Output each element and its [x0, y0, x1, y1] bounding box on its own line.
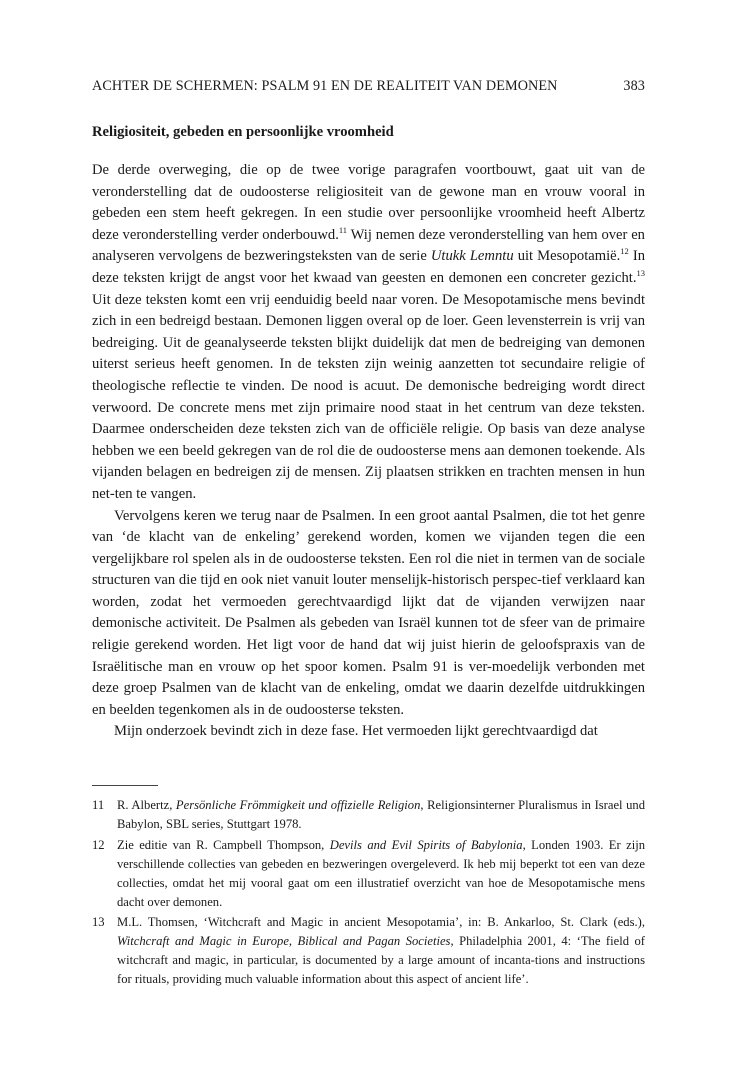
series-name-part-1: Utukk	[430, 248, 466, 265]
series-name-part-2: Lemn	[465, 248, 503, 265]
footnote-title: Devils and Evil Spirits of Babylonia	[329, 837, 523, 852]
footnote-text	[117, 796, 645, 834]
footnote-text-part: , Londen 1903. Er zijn verschillende collecties van gebeden en bezweringen overgeleverd. Ik heb mij beperkt tot een van deze collecties, omdat het mij vooral gaat om een illustratief overzicht van hoe de Mesopotamische mens dacht over demonen.	[117, 837, 645, 909]
paragraph-3: Mijn onderzoek bevindt zich in deze fase. Het vermoeden lijkt gerechtvaardigd dat	[114, 723, 598, 740]
footnote-12	[92, 836, 645, 912]
footnotes	[92, 796, 645, 991]
footnote-11	[92, 796, 645, 834]
footnote-title: , Persönliche Frömmigkeit und offizielle Religion	[169, 798, 421, 812]
footnote-title: Witchcraft and Magic in Europe, Biblical and Pagan Societies	[117, 934, 451, 949]
paragraph-1	[92, 160, 645, 506]
paragraph-1-part-1: De derde overweging, die op de twee vorige paragrafen voortbouwt, gaat uit van de veronderstelling dat de oudoosterse religiositeit van de gewone man en vrouw vooral in gebeden een stem heeft gekregen. In een studie over persoonlijke vroomheid heeft Albertz deze veronderstelling verder onderbouwd.	[92, 162, 645, 243]
paragraph-2: Vervolgens keren we terug naar de Psalmen. In een groot aantal Psalmen, die tot het genre van ‘de klacht van de enkeling’ gerekend worden, komen we vijanden tegen die een vergelijkbare rol spelen als in de oudoosterse teksten. Een rol die niet in termen van de sociale structuren van die tijd en ook niet vanuit louter menselijk-historisch perspec-tief verklaard kan worden, zodat het vermoeden gerechtvaardigd lijkt dat de vijanden verwijzen naar demonische activiteit. De Psalmen als gebeden van Israël kunnen tot de sfeer van de primaire religie gerekend worden. Het ligt voor de hand dat wij juist hierin de geloofspraxis van de Israëlitische man en vrouw op het spoor komen. Psalm 91 is ver-moedelijk verbonden met deze groep Psalmen van de klacht van de enkeling, omdat we daarin dezelfde uitdrukkingen en beelden tegenkomen als in de oudoosterse teksten.	[92, 507, 645, 718]
body-text	[92, 160, 645, 743]
footnote-text-part: R. Albertz	[117, 798, 170, 812]
footnote-number: 13	[92, 915, 105, 930]
page-number: 383	[623, 78, 645, 94]
footnote-text	[117, 913, 645, 989]
footnote-text-part: , Religionsinterner Pluralismus in Israel und Babylon, SBL series, Stuttgart 1978.	[117, 798, 645, 831]
footnote-ref-13[interactable]: 13	[636, 268, 645, 279]
series-name-part-3: tu	[502, 248, 514, 265]
footnote-text-part: Zie editie van R. Campbell Thompson,	[117, 837, 330, 852]
footnote-text-part: M.L. Thomsen, ‘Witchcraft and Magic in ancient Mesopotamia’, in: B. Ankarloo, St. Clark (eds.),	[117, 915, 645, 930]
footnote-ref-11[interactable]: 11	[338, 224, 348, 235]
footnote-divider	[92, 785, 158, 786]
paragraph-1-part-2: Wij nemen deze veronderstelling van hem over en analyseren vervolgens de bezweringsteksten van de serie	[92, 226, 645, 265]
footnote-13	[92, 913, 645, 989]
paragraph-1-part-3: uit Mesopotamië.	[513, 248, 621, 265]
footnote-number: 12	[92, 837, 105, 852]
paragraph-1-part-5: Uit deze teksten komt een vrij eenduidig beeld naar voren. De Mesopotamische mens bevindt zich in een bedreigd bestaan. Demonen liggen overal op de loer. Geen levensterrein is vrij van bedreiging. Uit de geanalyseerde teksten blijkt duidelijk dat men de bedreiging van demonen uiterst serieus heeft genomen. In de teksten zijn weinig aanzetten tot secundaire religie of theologische reflectie te vinden. De nood is acuut. De demonische bedreiging wordt direct verwoord. De concrete mens met zijn primaire nood staat in het centrum van deze teksten. Daarmee onderscheiden deze teksten zich van de officiële religie. Op basis van deze analyse hebben we een beeld gekregen van de rol die de oudoosterse mens aan demonen toekende. Als vijanden belagen en bedreigen zij de mensen. Zij plaatsen strikken en trachten mensen in hun net-ten te vangen.	[92, 291, 645, 502]
running-title: ACHTER DE SCHERMEN: PSALM 91 EN DE REALITEIT VAN DEMONEN	[92, 78, 558, 94]
footnote-text	[117, 836, 645, 912]
section-heading: Religiositeit, gebeden en persoonlijke vroomheid	[92, 124, 394, 140]
footnote-number: 11	[92, 798, 105, 812]
paragraph-1-part-4: In deze teksten krijgt de angst voor het kwaad van geesten en demonen een concreter gezicht.	[92, 248, 645, 286]
footnote-ref-12[interactable]: 12	[620, 246, 629, 257]
footnote-text-part: , Philadelphia 2001, 4: ‘The field of witchcraft and magic, in particular, is documented by a large amount of incanta-tions and instructions for rituals, providing much valuable information about this aspect of ancient life’.	[117, 934, 645, 987]
running-header	[92, 78, 645, 100]
